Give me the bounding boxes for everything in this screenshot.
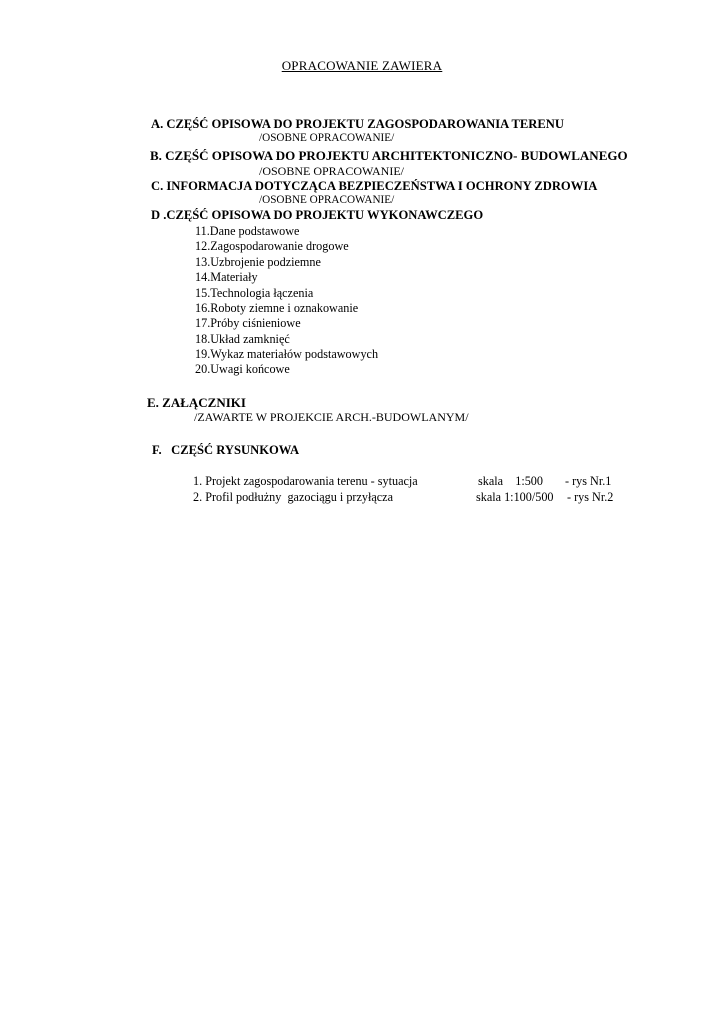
section-d-item: 11.Dane podstawowe (195, 224, 300, 238)
section-d-item: 15.Technologia łączenia (195, 286, 314, 300)
section-c-heading: C. INFORMACJA DOTYCZĄCA BEZPIECZEŃSTWA I OCHRONY ZDROWIA (151, 179, 598, 193)
section-d-heading: D .CZĘŚĆ OPISOWA DO PROJEKTU WYKONAWCZEGO (151, 208, 484, 222)
section-f-heading: F. CZĘŚĆ RYSUNKOWA (152, 443, 300, 457)
section-d-item: 18.Układ zamknięć (195, 332, 290, 346)
section-e-note: /ZAWARTE W PROJEKCIE ARCH.-BUDOWLANYM/ (194, 410, 469, 424)
drawing-scale: skala 1:100/500 (476, 490, 554, 504)
drawing-ref: - rys Nr.1 (565, 474, 612, 488)
section-e-heading: E. ZAŁĄCZNIKI (147, 395, 246, 410)
drawing-row (0, 491, 724, 505)
drawing-scale: skala 1:500 (478, 474, 543, 488)
document-title: OPRACOWANIE ZAWIERA (281, 58, 443, 73)
section-d-item: 12.Zagospodarowanie drogowe (195, 239, 349, 253)
section-d-item: 16.Roboty ziemne i oznakowanie (195, 301, 359, 315)
drawing-name: 2. Profil podłużny gazociągu i przyłącza (193, 490, 394, 504)
drawing-name: 1. Projekt zagospodarowania terenu - sytuacja (193, 474, 418, 488)
section-d-item: 19.Wykaz materiałów podstawowych (195, 347, 379, 361)
section-b-heading: B. CZĘŚĆ OPISOWA DO PROJEKTU ARCHITEKTONICZNO- BUDOWLANEGO (150, 148, 628, 163)
section-d-item: 17.Próby ciśnieniowe (195, 316, 301, 330)
section-b-note: /OSOBNE OPRACOWANIE/ (259, 164, 405, 178)
section-a-note: /OSOBNE OPRACOWANIE/ (259, 132, 395, 144)
drawing-row (0, 475, 724, 489)
section-d-item: 13.Uzbrojenie podziemne (195, 255, 321, 269)
section-d-item: 20.Uwagi końcowe (195, 362, 290, 376)
section-a-heading: A. CZĘŚĆ OPISOWA DO PROJEKTU ZAGOSPODAROWANIA TERENU (151, 117, 564, 131)
section-c-note: /OSOBNE OPRACOWANIE/ (259, 194, 395, 206)
section-d-item: 14.Materiały (195, 270, 258, 284)
drawing-ref: - rys Nr.2 (567, 490, 614, 504)
